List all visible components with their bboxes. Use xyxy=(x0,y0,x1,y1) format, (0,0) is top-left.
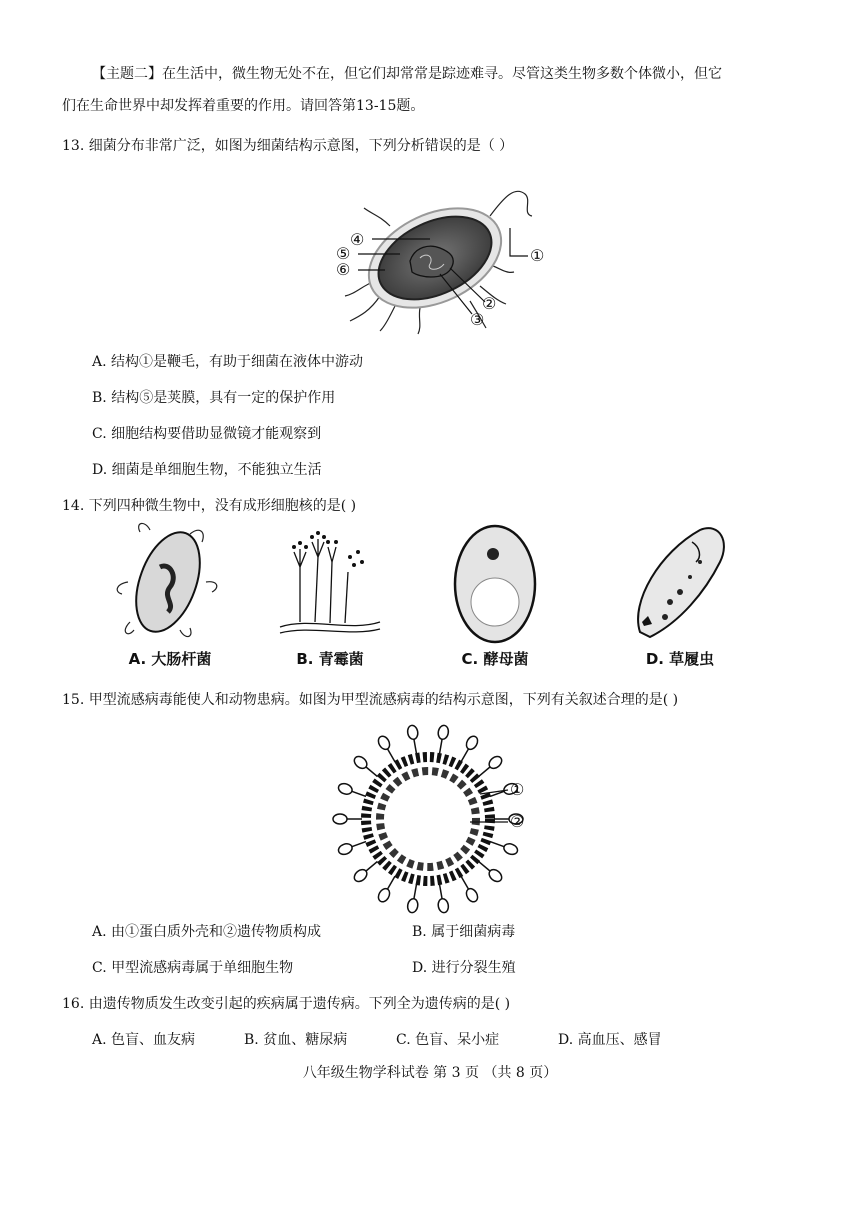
q13-option-a: A. 结构①是鞭毛，有助于细菌在液体中游动 xyxy=(92,354,364,370)
question-13-stem: 13. 细菌分布非常广泛，如图为细菌结构示意图，下列分析错误的是（ ） xyxy=(62,138,514,154)
q13-option-b: B. 结构⑤是荚膜，具有一定的保护作用 xyxy=(92,390,336,406)
e-coli-drawing xyxy=(110,522,230,642)
influenza-virus-figure xyxy=(330,724,540,914)
caption-c: C. 酵母菌 xyxy=(461,650,529,668)
page-footer: 八年级生物学科试卷 第 3 页 （共 8 页） xyxy=(302,1065,558,1081)
q16-option-d: D. 高血压、感冒 xyxy=(558,1032,662,1048)
caption-d: D. 草履虫 xyxy=(645,650,715,668)
penicillium-drawing xyxy=(270,527,390,642)
yeast-drawing xyxy=(445,522,545,647)
microorganisms-figure xyxy=(60,522,800,677)
virus-label-2: ② xyxy=(510,812,525,831)
q16-option-b: B. 贫血、糖尿病 xyxy=(244,1032,348,1048)
label-3: ③ xyxy=(470,310,485,329)
q15-option-b: B. 属于细菌病毒 xyxy=(412,924,516,940)
label-1: ① xyxy=(530,246,545,265)
caption-a: A. 大肠杆菌 xyxy=(128,650,212,668)
q15-option-a: A. 由①蛋白质外壳和②遗传物质构成 xyxy=(92,924,322,940)
label-2: ② xyxy=(482,294,497,313)
q15-option-c: C. 甲型流感病毒属于单细胞生物 xyxy=(92,960,294,976)
intro-line-2: 们在生命世界中却发挥着重要的作用。请回答第13-15题。 xyxy=(62,98,425,114)
q13-option-d: D. 细菌是单细胞生物，不能独立生活 xyxy=(92,462,322,478)
virus-label-1: ① xyxy=(510,780,525,799)
question-15-stem: 15. 甲型流感病毒能使人和动物患病。如图为甲型流感病毒的结构示意图，下列有关叙述合理的是( ) xyxy=(62,692,679,708)
label-5: ⑤ xyxy=(336,244,351,263)
intro-line-1: 【主题二】在生活中，微生物无处不在，但它们却常常是踪迹难寻。尽管这类生物多数个体微小，但它 xyxy=(92,66,722,82)
q16-option-c: C. 色盲、呆小症 xyxy=(396,1032,500,1048)
label-6: ⑥ xyxy=(336,260,351,279)
bacterium-structure-figure xyxy=(300,186,560,336)
q16-option-a: A. 色盲、血友病 xyxy=(92,1032,196,1048)
paramecium-drawing xyxy=(620,522,740,647)
q13-option-c: C. 细胞结构要借助显微镜才能观察到 xyxy=(92,426,322,442)
question-16-stem: 16. 由遗传物质发生改变引起的疾病属于遗传病。下列全为遗传病的是( ) xyxy=(62,996,511,1012)
q15-option-d: D. 进行分裂生殖 xyxy=(412,960,516,976)
question-14-stem: 14. 下列四种微生物中，没有成形细胞核的是( ) xyxy=(62,498,357,514)
label-4: ④ xyxy=(350,230,365,249)
caption-b: B. 青霉菌 xyxy=(296,650,364,668)
